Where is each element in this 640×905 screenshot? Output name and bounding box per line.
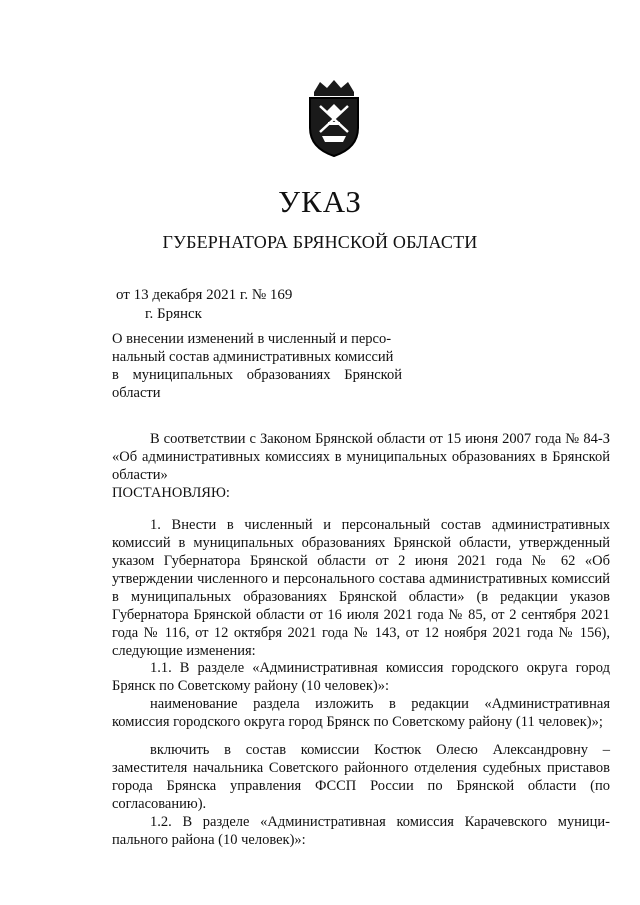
paragraph-1-1-a: наименование раздела изложить в редакции «Административная комиссия городского округа город Брянск по Советскому району (11 человек)»;: [112, 696, 610, 730]
preamble-text: В соответствии с Законом Брянской области от 15 июня 2007 года № 84-З «Об административных комиссиях в муниципальных образованиях в Брянской области»: [112, 431, 610, 483]
heading-line: нальный состав административных комиссий: [112, 349, 394, 365]
paragraph-1-2: 1.2. В разделе «Административная комиссия Карачевского муници-пального района (10 человек)»:: [112, 814, 610, 848]
date-number: от 13 декабря 2021 г. № 169: [116, 287, 293, 303]
paragraph-1-1-b: включить в состав комиссии Костюк Олесю Александровну – заместителя начальника Советского районного отделения судебных приставов города Брянска управления ФССП России по Брянской области (по согласованию).: [112, 742, 610, 812]
paragraph-1-1: 1.1. В разделе «Административная комиссия городского округа город Брянск по Советскому району (10 человек)»:: [112, 660, 610, 694]
paragraph-1: 1. Внести в численный и персональный состав административных комиссий в муниципальных образованиях Брянской области, утвержденный указом Губернатора Брянской области от 2 июня 2021 года № 62 «Об утверждении численного и персонального состава административных комиссий в муниципальных образованиях Брянской области» (в редакции указов Губернатора Брянской области от 16 июля 2021 года № 85, от 2 сентября 2021 года № 116, от 12 октября 2021 года № 143, от 12 ноября 2021 года № 156), следующие изменения:: [112, 517, 610, 659]
heading-line: О внесении изменений в численный и персо-: [112, 331, 392, 347]
decree-heading: [112, 330, 402, 402]
coat-of-arms-icon: [300, 78, 368, 160]
heading-line: в муниципальных образованиях Брянской: [112, 367, 402, 383]
document-subtitle: ГУБЕРНАТОРА БРЯНСКОЙ ОБЛАСТИ: [162, 232, 478, 252]
heading-line: области: [112, 385, 161, 401]
decree-word: ПОСТАНОВЛЯЮ:: [112, 485, 230, 501]
document-title: УКАЗ: [278, 184, 362, 219]
place: г. Брянск: [145, 306, 202, 322]
